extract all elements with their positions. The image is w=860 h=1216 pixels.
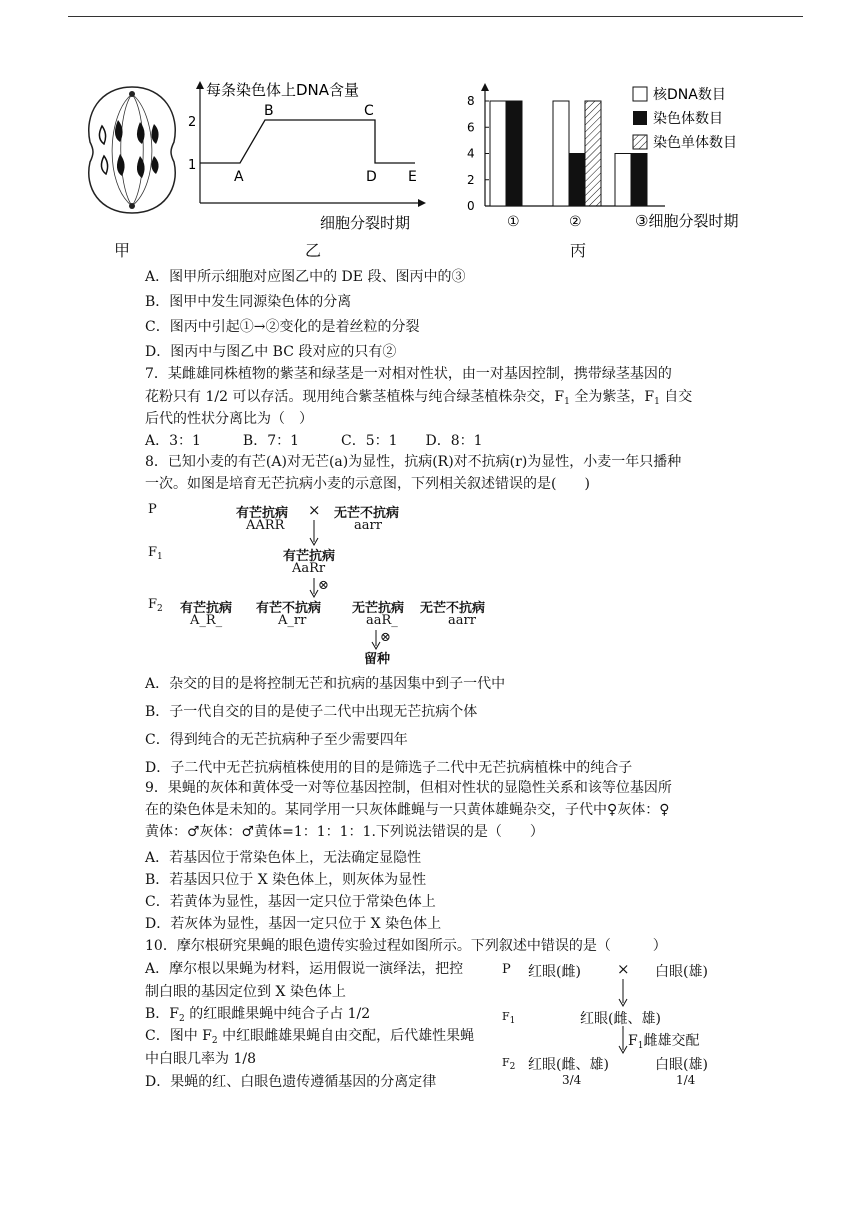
morgan-f2-red-ratio: 3/4 bbox=[562, 1073, 582, 1087]
q7-stem-3: 后代的性状分离比为（ ） bbox=[145, 411, 313, 427]
q10-option-d: D．果蝇的红、白眼色遗传遵循基因的分离定律 bbox=[145, 1074, 437, 1090]
q10-option-c-2: 中白眼几率为 1/8 bbox=[145, 1051, 256, 1067]
figure-jia-label: 甲 bbox=[114, 241, 131, 260]
self-symbol-2: ⊗ bbox=[380, 630, 391, 645]
legend-chromosome: 染色体数目 bbox=[653, 111, 723, 127]
yi-ylabel: 每条染色体上DNA含量 bbox=[206, 81, 360, 99]
q9-stem-2: 在的染色体是未知的。某同学用一只灰体雌蝇与一只黄体雄蝇杂交，子代中♀灰体：♀ bbox=[145, 802, 670, 818]
morgan-p-male: 白眼(雄) bbox=[655, 964, 708, 980]
p2-genotype: aarr bbox=[354, 518, 382, 533]
yi-ytick-1: 1 bbox=[188, 158, 197, 173]
bar-chart-bing bbox=[455, 78, 775, 238]
bar-dna-3 bbox=[615, 154, 631, 207]
f2-pheno-2: 有芒不抗病 bbox=[256, 601, 322, 616]
yi-ytick-2: 2 bbox=[188, 115, 197, 130]
legend-swatch-chromosome bbox=[633, 111, 647, 125]
figure-yi-label: 乙 bbox=[305, 241, 322, 260]
legend-swatch-chromatid bbox=[633, 135, 647, 149]
header-rule bbox=[68, 16, 803, 17]
f1-genotype: AaRr bbox=[292, 561, 326, 576]
f2-geno-3: aaR_ bbox=[366, 613, 398, 628]
q6-option-d: D．图丙中与图乙中 BC 段对应的只有② bbox=[145, 344, 397, 360]
yi-point-a: A bbox=[234, 169, 244, 185]
q6-option-c: C．图丙中引起①→②变化的是着丝粒的分裂 bbox=[145, 319, 420, 335]
morgan-f1-pheno: 红眼(雌、雄) bbox=[580, 1011, 661, 1027]
q9-option-a: A．若基因位于常染色体上，无法确定显隐性 bbox=[145, 850, 422, 866]
gen-f1: $F_1$ bbox=[148, 545, 163, 562]
f2-geno-1: A_R_ bbox=[190, 613, 223, 628]
arrow-p-f1 bbox=[308, 520, 320, 546]
bar-chromosome-3 bbox=[631, 154, 647, 207]
morgan-arrow-1 bbox=[617, 979, 629, 1007]
bing-ytick-2: 2 bbox=[467, 172, 475, 187]
q9-stem-1: 9．果蝇的灰体和黄体受一对等位基因控制，但相对性状的显隐性关系和该等位基因所 bbox=[145, 780, 672, 796]
morgan-f2-white-ratio: 1/4 bbox=[676, 1073, 696, 1087]
q7-stem-2: 花粉只有 1/2 可以存活。现用纯合紫茎植株与纯合绿茎植株杂交，$F_1$ 全为紫茎，$F_1$ 自交 bbox=[145, 389, 693, 407]
q9-stem-3: 黄体：♂灰体：♂黄体=1：1：1：1.下列说法错误的是（ ） bbox=[145, 824, 544, 840]
bar-dna-2 bbox=[553, 101, 569, 206]
q8-option-b: B．子一代自交的目的是使子二代中出现无芒抗病个体 bbox=[145, 704, 478, 720]
q10-stem: 10．摩尔根研究果蝇的眼色遗传实验过程如图所示。下列叙述中错误的是（ ） bbox=[145, 938, 667, 954]
morgan-cross: × bbox=[617, 960, 630, 978]
morgan-f2-white: 白眼(雄) bbox=[655, 1057, 708, 1073]
q10-option-b: B．$F_2$ 的红眼雌果蝇中纯合子占 1/2 bbox=[145, 1006, 371, 1024]
cross-symbol: × bbox=[308, 501, 321, 519]
q8-stem-1: 8．已知小麦的有芒(A)对无芒(a)为显性，抗病(R)对不抗病(r)为显性，小麦一年只播种 bbox=[145, 454, 682, 470]
self-symbol-1: ⊗ bbox=[318, 578, 329, 593]
f2-pheno-1: 有芒抗病 bbox=[180, 601, 233, 616]
p1-genotype: AARR bbox=[246, 518, 285, 533]
yi-point-c: C bbox=[364, 103, 374, 119]
bing-ytick-8: 8 bbox=[467, 94, 475, 108]
bing-cat-2: ② bbox=[569, 214, 582, 230]
q8-option-c: C．得到纯合的无芒抗病种子至少需要四年 bbox=[145, 732, 408, 748]
bar-chromosome-1 bbox=[506, 101, 522, 206]
legend-chromatid: 染色单体数目 bbox=[653, 135, 737, 151]
legend-dna: 核DNA数目 bbox=[653, 87, 726, 103]
gen-f2: $F_2$ bbox=[148, 597, 163, 614]
f2-geno-2: A_rr bbox=[278, 613, 307, 628]
p1-phenotype: 有芒抗病 bbox=[236, 506, 289, 521]
q6-option-b: B．图甲中发生同源染色体的分离 bbox=[145, 294, 352, 310]
bing-cat-3: ③细胞分裂时期 bbox=[635, 212, 739, 230]
q10-option-a-2: 制白眼的基因定位到 X 染色体上 bbox=[145, 984, 346, 1000]
morgan-f2-red: 红眼(雌、雄) bbox=[528, 1057, 609, 1073]
bing-ytick-0: 0 bbox=[467, 199, 475, 213]
bar-chromosome-2 bbox=[569, 154, 585, 207]
figure-bing-label: 丙 bbox=[570, 241, 587, 260]
cell-figure-jia bbox=[82, 84, 182, 216]
yi-point-b: B bbox=[264, 103, 274, 119]
bing-ytick-4: 4 bbox=[467, 146, 475, 161]
q10-option-c-1: C．图中 $F_2$ 中红眼雌雄果蝇自由交配，后代雄性果蝇 bbox=[145, 1028, 475, 1046]
q8-option-d: D．子二代中无芒抗病植株使用的目的是筛选子二代中无芒抗病植株中的纯合子 bbox=[145, 760, 633, 776]
line-chart-yi bbox=[180, 78, 440, 236]
q10-option-a-1: A．摩尔根以果蝇为材料，运用假说一演绎法，把控 bbox=[145, 961, 464, 977]
morgan-f1-mating: $F_1$雌雄交配 bbox=[628, 1033, 700, 1051]
q9-option-c: C．若黄体为显性，基因一定只位于常染色体上 bbox=[145, 894, 436, 910]
morgan-p-female: 红眼(雌) bbox=[528, 964, 581, 980]
f1-phenotype: 有芒抗病 bbox=[283, 549, 336, 564]
f2-pheno-4: 无芒不抗病 bbox=[420, 601, 486, 616]
q7-options: A．3：1 B．7：1 C．5：1 D．8：1 bbox=[145, 433, 483, 449]
morgan-gen-f2: $F_2$ bbox=[502, 1056, 516, 1072]
gen-p: P bbox=[148, 502, 157, 517]
morgan-gen-f1: $F_1$ bbox=[502, 1010, 516, 1026]
q6-option-a: A．图甲所示细胞对应图乙中的 DE 段、图丙中的③ bbox=[145, 269, 466, 285]
f2-geno-4: aarr bbox=[448, 613, 476, 628]
q9-option-b: B．若基因只位于 X 染色体上，则灰体为显性 bbox=[145, 872, 427, 888]
bing-cat-1: ① bbox=[507, 214, 520, 230]
bar-chromatid-2 bbox=[585, 101, 601, 206]
yi-point-e: E bbox=[408, 169, 417, 185]
bing-ytick-6: 6 bbox=[467, 120, 475, 135]
morgan-gen-p: P bbox=[502, 962, 511, 977]
keep-seed-label: 留种 bbox=[364, 652, 391, 667]
q8-option-a: A．杂交的目的是将控制无芒和抗病的基因集中到子一代中 bbox=[145, 676, 506, 692]
bar-dna-1 bbox=[490, 101, 506, 206]
q9-option-d: D．若灰体为显性，基因一定只位于 X 染色体上 bbox=[145, 916, 442, 932]
yi-xlabel: 细胞分裂时期 bbox=[320, 214, 411, 232]
yi-point-d: D bbox=[366, 169, 377, 185]
q8-stem-2: 一次。如图是培育无芒抗病小麦的示意图，下列相关叙述错误的是( ) bbox=[145, 476, 590, 492]
q7-stem-1: 7．某雌雄同株植物的紫茎和绿茎是一对相对性状，由一对基因控制，携带绿茎基因的 bbox=[145, 366, 672, 382]
f2-pheno-3: 无芒抗病 bbox=[352, 601, 405, 616]
p2-phenotype: 无芒不抗病 bbox=[334, 506, 400, 521]
legend-swatch-dna bbox=[633, 87, 647, 101]
